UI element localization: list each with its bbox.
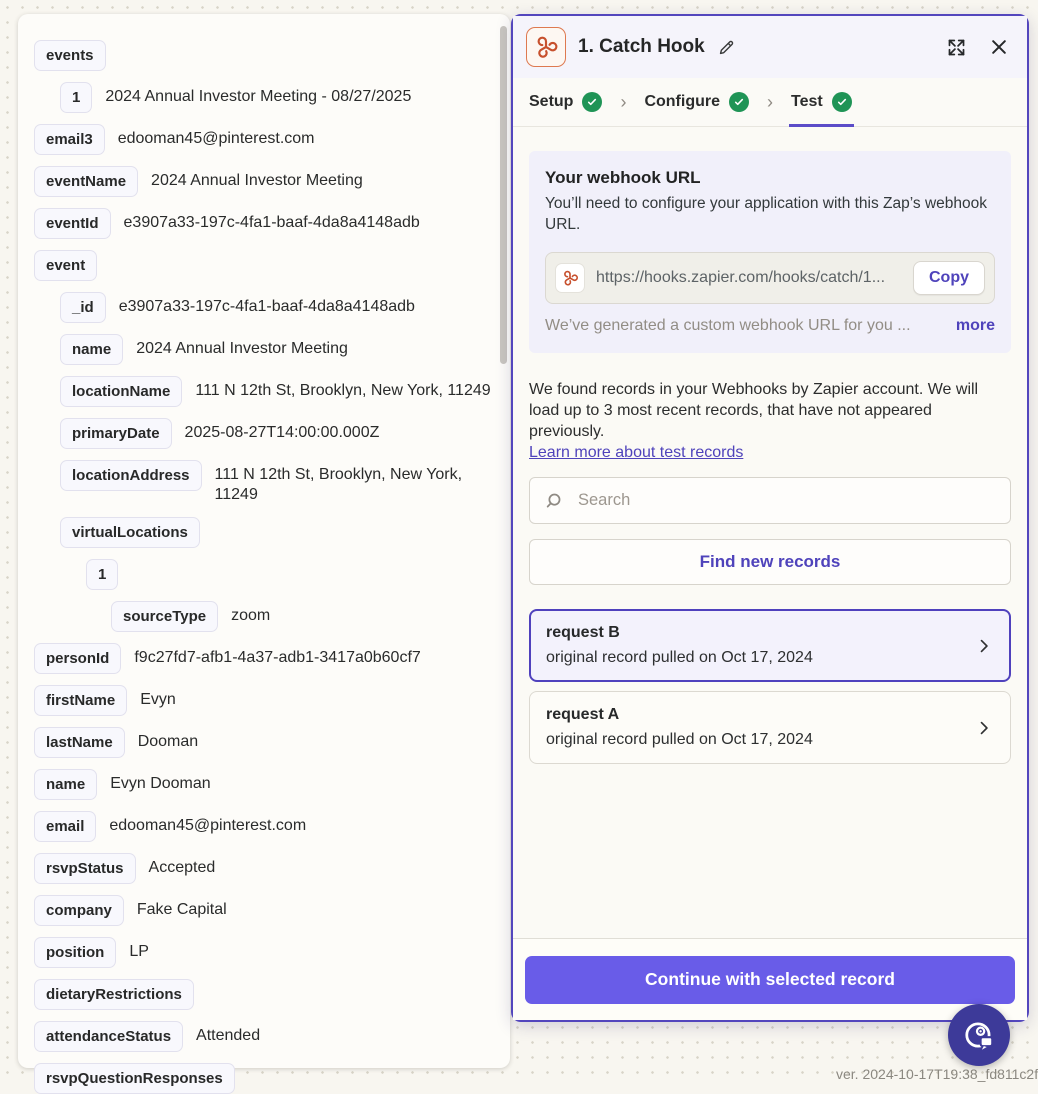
webhook-url-title: Your webhook URL [545, 168, 701, 187]
learn-more-link[interactable]: Learn more about test records [529, 444, 744, 462]
data-field-row [34, 937, 496, 968]
data-field-row [34, 1063, 496, 1094]
data-field-row [60, 334, 496, 365]
step-tabs [513, 78, 1027, 127]
field-key-pill[interactable]: events [34, 40, 106, 71]
scrollbar-thumb[interactable] [500, 26, 507, 364]
field-value: edooman45@pinterest.com [109, 816, 307, 834]
chevron-separator-icon: › [767, 91, 773, 112]
field-key-pill[interactable]: sourceType [111, 601, 218, 632]
field-key-pill[interactable]: 1 [86, 559, 118, 590]
field-key-pill[interactable]: dietaryRestrictions [34, 979, 194, 1010]
data-field-row [60, 376, 496, 407]
field-key-pill[interactable]: eventId [34, 208, 111, 239]
edit-title-icon[interactable] [717, 38, 736, 57]
field-key-pill[interactable]: attendanceStatus [34, 1021, 183, 1052]
check-icon [729, 92, 749, 112]
chevron-separator-icon: › [620, 91, 627, 112]
data-field-row [34, 643, 496, 674]
data-field-row [34, 769, 496, 800]
webhook-caption-row [545, 317, 995, 335]
record-subtitle: original record pulled on Oct 17, 2024 [546, 731, 813, 749]
tab-test[interactable] [791, 78, 852, 126]
field-key-pill[interactable]: eventName [34, 166, 138, 197]
webhook-url-field [545, 252, 995, 304]
field-value: e3907a33-197c-4fa1-baaf-4da8a4148adb [118, 298, 415, 315]
chevron-right-icon [974, 636, 994, 656]
field-value: Fake Capital [136, 900, 227, 918]
data-field-row [34, 685, 496, 716]
chat-bot-icon [962, 1018, 996, 1052]
record-title: request B [546, 624, 620, 642]
field-value: zoom [231, 606, 271, 624]
records-description: We found records in your Webhooks by Zapier account. We will load up to 3 most recent records, that have not appeared previously. [529, 380, 979, 441]
data-field-row [34, 166, 496, 197]
check-icon [832, 92, 852, 112]
catch-hook-step-panel [511, 14, 1029, 1022]
help-chat-button[interactable] [948, 1004, 1010, 1066]
data-field-row [34, 979, 496, 1010]
chevron-right-icon [974, 718, 994, 738]
field-key-pill[interactable]: 1 [60, 82, 92, 113]
data-field-row [34, 895, 496, 926]
data-field-row [34, 1021, 496, 1052]
search-box [529, 477, 1011, 524]
field-value: 2024 Annual Investor Meeting - 08/27/2025 [105, 88, 412, 105]
tab-configure[interactable] [644, 78, 749, 126]
field-key-pill[interactable]: primaryDate [60, 418, 172, 449]
record-card[interactable] [529, 609, 1011, 682]
webhooks-app-icon [526, 27, 566, 67]
expand-icon[interactable] [946, 37, 967, 58]
version-text: ver. 2024-10-17T19:38_fd811c2f [836, 1066, 1038, 1082]
field-key-pill[interactable]: virtualLocations [60, 517, 200, 548]
field-value: Evyn [140, 690, 176, 708]
field-value: f9c27fd7-afb1-4a37-adb1-3417a0b60cf7 [134, 648, 421, 666]
data-field-row [86, 559, 496, 590]
field-key-pill[interactable]: rsvpQuestionResponses [34, 1063, 235, 1094]
webhook-caption: We’ve generated a custom webhook URL for you ... [545, 316, 911, 334]
field-value: 2025-08-27T14:00:00.000Z [184, 424, 380, 441]
close-icon[interactable] [989, 37, 1009, 57]
field-value: 2024 Annual Investor Meeting [136, 340, 348, 357]
more-link[interactable]: more [955, 316, 995, 334]
field-key-pill[interactable]: company [34, 895, 124, 926]
field-value: 111 N 12th St, Brooklyn, New York, 11249 [195, 382, 491, 399]
field-key-pill[interactable]: lastName [34, 727, 125, 758]
webhook-url-section [529, 151, 1011, 353]
tab-label: Setup [529, 93, 574, 110]
field-key-pill[interactable]: name [34, 769, 97, 800]
test-tab-content [513, 127, 1027, 938]
field-key-pill[interactable]: name [60, 334, 123, 365]
tab-setup[interactable] [529, 78, 602, 126]
records-list [529, 609, 1011, 764]
data-field-row [34, 853, 496, 884]
data-rows [34, 40, 496, 1094]
data-field-row [34, 250, 496, 281]
tab-label: Configure [644, 93, 720, 110]
step-title: 1. Catch Hook [578, 36, 705, 57]
field-value: Evyn Dooman [110, 774, 211, 792]
field-value: 111 N 12th St, Brooklyn, New York, 11249 [214, 466, 463, 504]
record-title: request A [546, 706, 620, 724]
webhooks-mini-icon [555, 263, 585, 293]
data-field-row [60, 517, 496, 548]
field-key-pill[interactable]: locationAddress [60, 460, 202, 491]
data-field-row [60, 460, 496, 506]
field-key-pill[interactable]: firstName [34, 685, 127, 716]
record-text [546, 624, 813, 667]
field-value: Attended [196, 1026, 261, 1044]
data-field-row [60, 418, 496, 449]
field-value: 2024 Annual Investor Meeting [151, 172, 363, 189]
field-key-pill[interactable]: _id [60, 292, 106, 323]
data-field-row [34, 727, 496, 758]
data-field-row [34, 40, 496, 71]
webhook-url-value: https://hooks.zapier.com/hooks/catch/1... [596, 268, 886, 286]
search-icon [544, 491, 564, 511]
field-key-pill[interactable]: locationName [60, 376, 182, 407]
field-key-pill[interactable]: rsvpStatus [34, 853, 136, 884]
step-footer [513, 938, 1027, 1020]
field-key-pill[interactable]: position [34, 937, 116, 968]
data-field-row [111, 601, 496, 632]
field-key-pill[interactable]: event [34, 250, 97, 281]
field-value: e3907a33-197c-4fa1-baaf-4da8a4148adb [123, 214, 420, 231]
data-field-row [34, 208, 496, 239]
data-field-row [34, 124, 496, 155]
search-input[interactable] [576, 490, 996, 511]
field-value: edooman45@pinterest.com [117, 130, 315, 147]
record-text [546, 706, 813, 749]
field-key-pill[interactable]: email [34, 811, 96, 842]
field-value: LP [129, 942, 149, 960]
check-icon [582, 92, 602, 112]
field-value: Accepted [148, 858, 216, 876]
data-field-row [60, 292, 496, 323]
field-key-pill[interactable]: email3 [34, 124, 105, 155]
step-header [513, 16, 1027, 78]
data-field-row [34, 811, 496, 842]
find-new-records-button[interactable]: Find new records [529, 539, 1011, 585]
data-field-row [60, 82, 496, 113]
record-data-panel [18, 14, 510, 1087]
continue-button[interactable]: Continue with selected record [525, 956, 1015, 1004]
field-value: Dooman [137, 732, 199, 750]
field-key-pill[interactable]: personId [34, 643, 121, 674]
webhook-url-subtitle: You’ll need to configure your application with this Zap’s webhook URL. [545, 195, 988, 233]
header-actions [946, 37, 1009, 58]
record-subtitle: original record pulled on Oct 17, 2024 [546, 649, 813, 667]
copy-button[interactable]: Copy [913, 261, 985, 295]
tab-label: Test [791, 93, 823, 110]
record-card[interactable] [529, 691, 1011, 764]
